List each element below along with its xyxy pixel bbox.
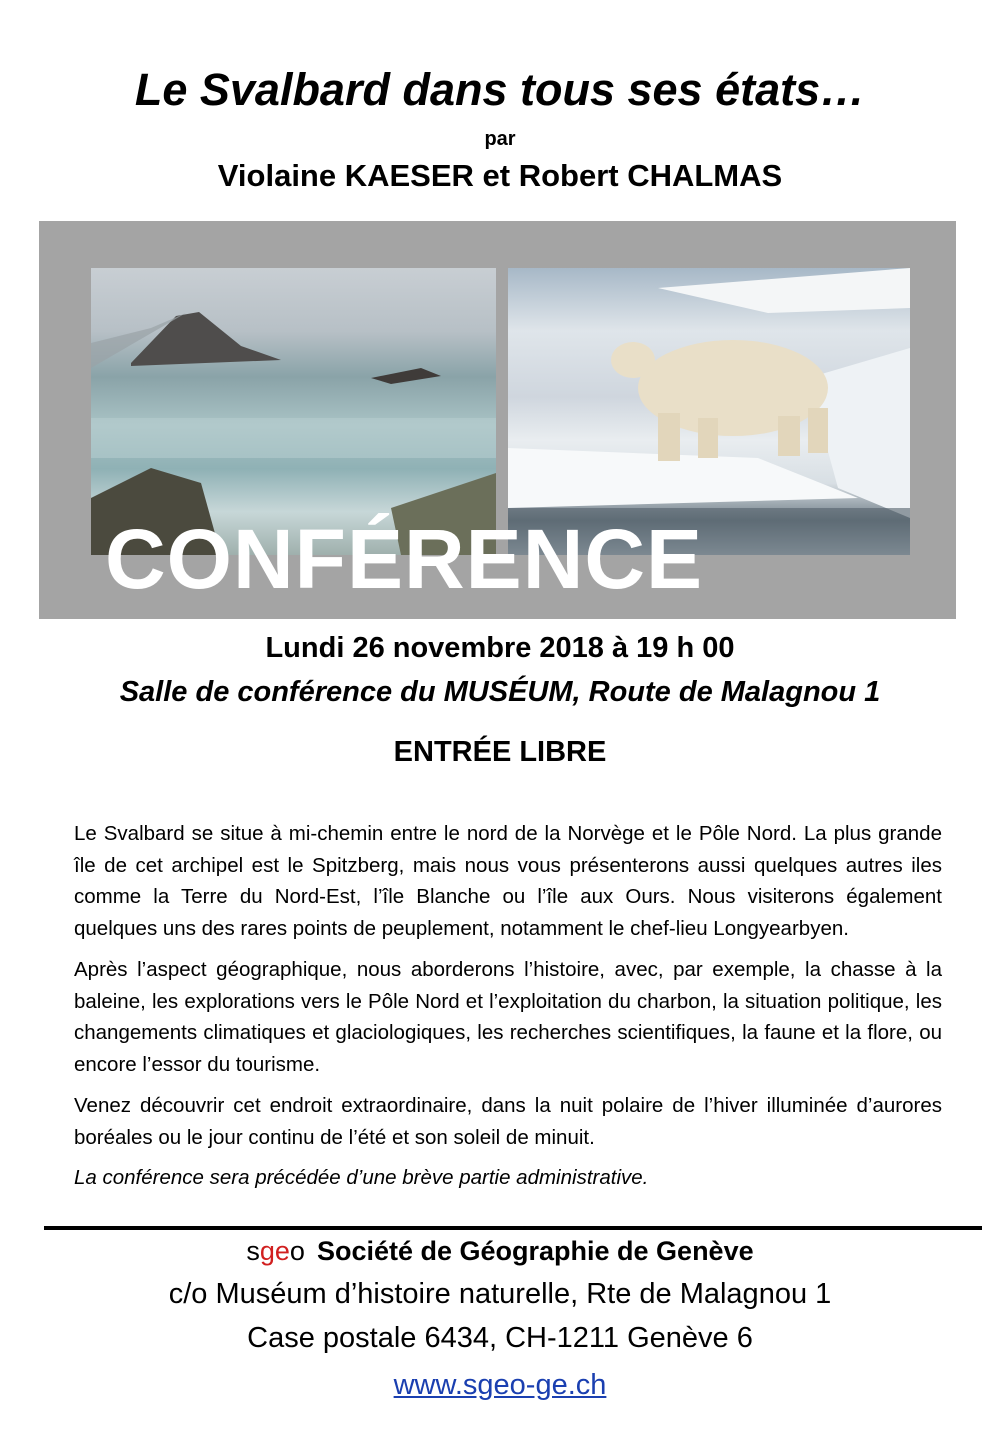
paragraph: Le Svalbard se situe à mi-chemin entre le nord de la Norvège et le Pôle Nord. La plus grande île de cet archipel est le Spitzberg, mais nous vous présenterons aussi quelques autres iles comme la Terre du Nord-Est, l’île Blanche ou l’île aux Ours. Nous visiterons également quelques uns des rares points de peuplement, notamment le chef-lieu Longyearbyen. (74, 822, 942, 940)
website (0, 1369, 1000, 1402)
page-title: Le Svalbard dans tous ses états… (134, 64, 866, 115)
description (74, 818, 942, 1204)
paragraph: Après l’aspect géographique, nous aborderons l’histoire, avec, par exemple, la chasse à la baleine, les explorations vers le Pôle Nord et l’exploitation du charbon, la situation politique, les changements climatiques et glaciologiques, les recherches scientifiques, la faune et la flore, ou encore l’essor du tourisme. (74, 958, 942, 1076)
address-line-1: c/o Muséum d’histoire naturelle, Rte de Malagnou 1 (168, 1278, 832, 1310)
event-date: Lundi 26 novembre 2018 à 19 h 00 (265, 632, 735, 664)
photo-banner (39, 221, 956, 619)
address-line-2: Case postale 6434, CH-1211 Genève 6 (247, 1322, 753, 1354)
sgeo-logo: sgeo (246, 1236, 305, 1266)
by-label: par (484, 128, 516, 150)
admin-note: La conférence sera précédée d’une brève partie administrative. (74, 1166, 649, 1189)
website-link[interactable]: www.sgeo-ge.ch (393, 1369, 607, 1401)
authors: Violaine KAESER et Robert CHALMAS (217, 158, 783, 193)
banner-heading: CONFÉRENCE (105, 512, 704, 606)
entry-notice: ENTRÉE LIBRE (393, 736, 607, 768)
organization (0, 1236, 1000, 1267)
event-venue: Salle de conférence du MUSÉUM, Route de Malagnou 1 (119, 676, 881, 708)
divider (44, 1226, 982, 1230)
organization-name: Société de Géographie de Genève (316, 1236, 754, 1266)
paragraph: Venez découvrir cet endroit extraordinaire, dans la nuit polaire de l’hiver illuminée d’aurores boréales ou le jour continu de l’été et son soleil de minuit. (74, 1094, 942, 1149)
